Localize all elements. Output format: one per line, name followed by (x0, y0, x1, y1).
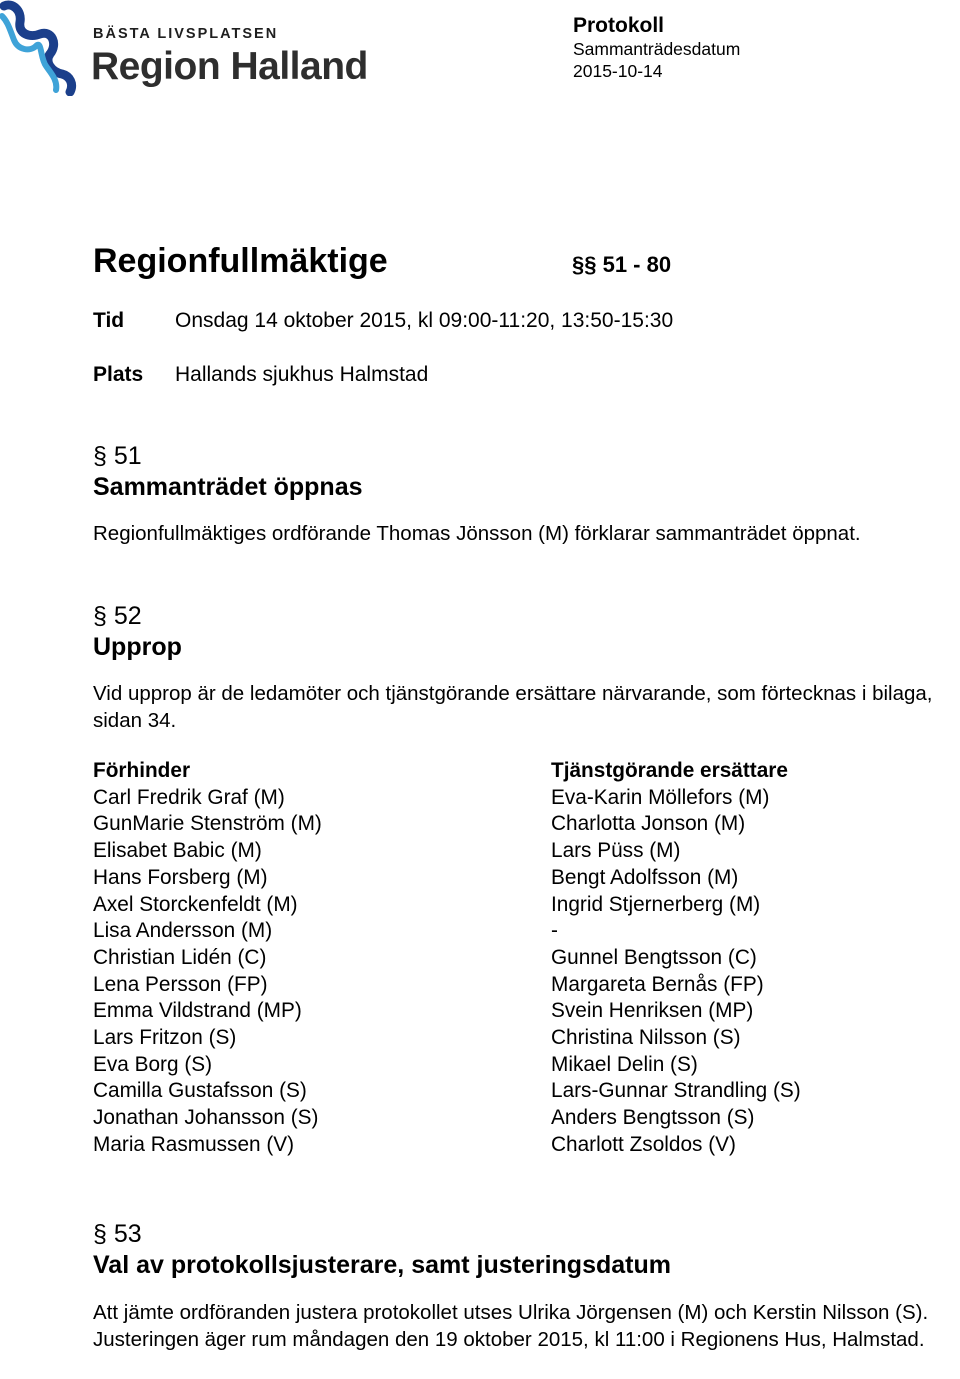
absent-member: Eva Borg (S) (93, 1052, 213, 1076)
substitute-member: Christina Nilsson (S) (551, 1026, 741, 1050)
date-label: Sammanträdesdatum (573, 39, 741, 59)
region-halland-logo (0, 0, 380, 100)
absent-column (93, 758, 322, 1159)
substitute-member: - (551, 919, 558, 943)
section-title: Upprop (93, 633, 182, 661)
absent-member: Elisabet Babic (M) (93, 839, 262, 863)
absent-header: Förhinder (93, 759, 191, 782)
absent-member: Lars Fritzon (S) (93, 1026, 237, 1050)
section-text: Att jämte ordföranden justera protokollet utses Ulrika Jörgensen (M) och Kerstin Nilsson (S). Justeringen äger rum måndagen den 19 oktober 2015, kl 11:00 i Regionens Hus, Halmstad. (93, 1301, 929, 1351)
absent-member: GunMarie Stenström (M) (93, 812, 322, 836)
substitute-member: Eva-Karin Möllefors (M) (551, 785, 770, 809)
document-title: Regionfullmäktige (93, 242, 388, 280)
substitute-member: Gunnel Bengtsson (C) (551, 945, 757, 969)
absent-member: Emma Vildstrand (MP) (93, 999, 302, 1023)
substitute-member: Charlott Zsoldos (V) (551, 1132, 736, 1156)
place-label: Plats (93, 363, 144, 386)
absent-member: Hans Forsberg (M) (93, 865, 268, 889)
section-53 (93, 1219, 671, 1281)
substitute-column (551, 758, 801, 1159)
section-text: Regionfullmäktiges ordförande Thomas Jönsson (M) förklarar sammanträdet öppnat. (93, 522, 861, 545)
logo-tagline: BÄSTA LIVSPLATSEN (93, 26, 279, 42)
section-52 (93, 601, 182, 663)
substitute-member: Margareta Bernås (FP) (551, 972, 764, 996)
time-label: Tid (93, 309, 125, 332)
paragraph-range: §§ 51 - 80 (572, 252, 672, 277)
absent-member: Christian Lidén (C) (93, 945, 267, 969)
meeting-date: 2015-10-14 (573, 61, 663, 81)
section-51 (93, 441, 363, 503)
substitute-member: Lars-Gunnar Strandling (S) (551, 1079, 801, 1103)
substitute-member: Svein Henriksen (MP) (551, 999, 754, 1023)
document-type: Protokoll (573, 14, 665, 37)
section-number: § 51 (93, 442, 142, 470)
place-value: Hallands sjukhus Halmstad (175, 363, 429, 386)
substitute-header: Tjänstgörande ersättare (551, 759, 788, 782)
substitute-member: Mikael Delin (S) (551, 1052, 698, 1076)
substitute-member: Ingrid Stjernerberg (M) (551, 892, 761, 916)
section-title: Sammanträdet öppnas (93, 473, 363, 501)
section-title: Val av protokollsjusterare, samt justeringsdatum (93, 1251, 671, 1279)
time-value: Onsdag 14 oktober 2015, kl 09:00-11:20, 13:50-15:30 (175, 309, 674, 332)
substitute-member: Lars Püss (M) (551, 839, 681, 863)
substitute-member: Anders Bengtsson (S) (551, 1106, 755, 1130)
river-icon (0, 0, 90, 96)
absent-member: Jonathan Johansson (S) (93, 1106, 319, 1130)
section-number: § 52 (93, 602, 142, 630)
substitute-member: Charlotta Jonson (M) (551, 812, 746, 836)
absent-member: Maria Rasmussen (V) (93, 1132, 295, 1156)
absent-member: Carl Fredrik Graf (M) (93, 785, 285, 809)
section-text: Vid upprop är de ledamöter och tjänstgörande ersättare närvarande, som förtecknas i bilaga, sidan 34. (93, 682, 933, 732)
section-number: § 53 (93, 1220, 142, 1248)
substitute-member: Bengt Adolfsson (M) (551, 865, 739, 889)
logo-brand-name: Region Halland (91, 45, 368, 88)
absent-member: Camilla Gustafsson (S) (93, 1079, 307, 1103)
absent-member: Lena Persson (FP) (93, 972, 268, 996)
document-header (573, 13, 740, 82)
absent-member: Axel Storckenfeldt (M) (93, 892, 298, 916)
absent-member: Lisa Andersson (M) (93, 919, 273, 943)
